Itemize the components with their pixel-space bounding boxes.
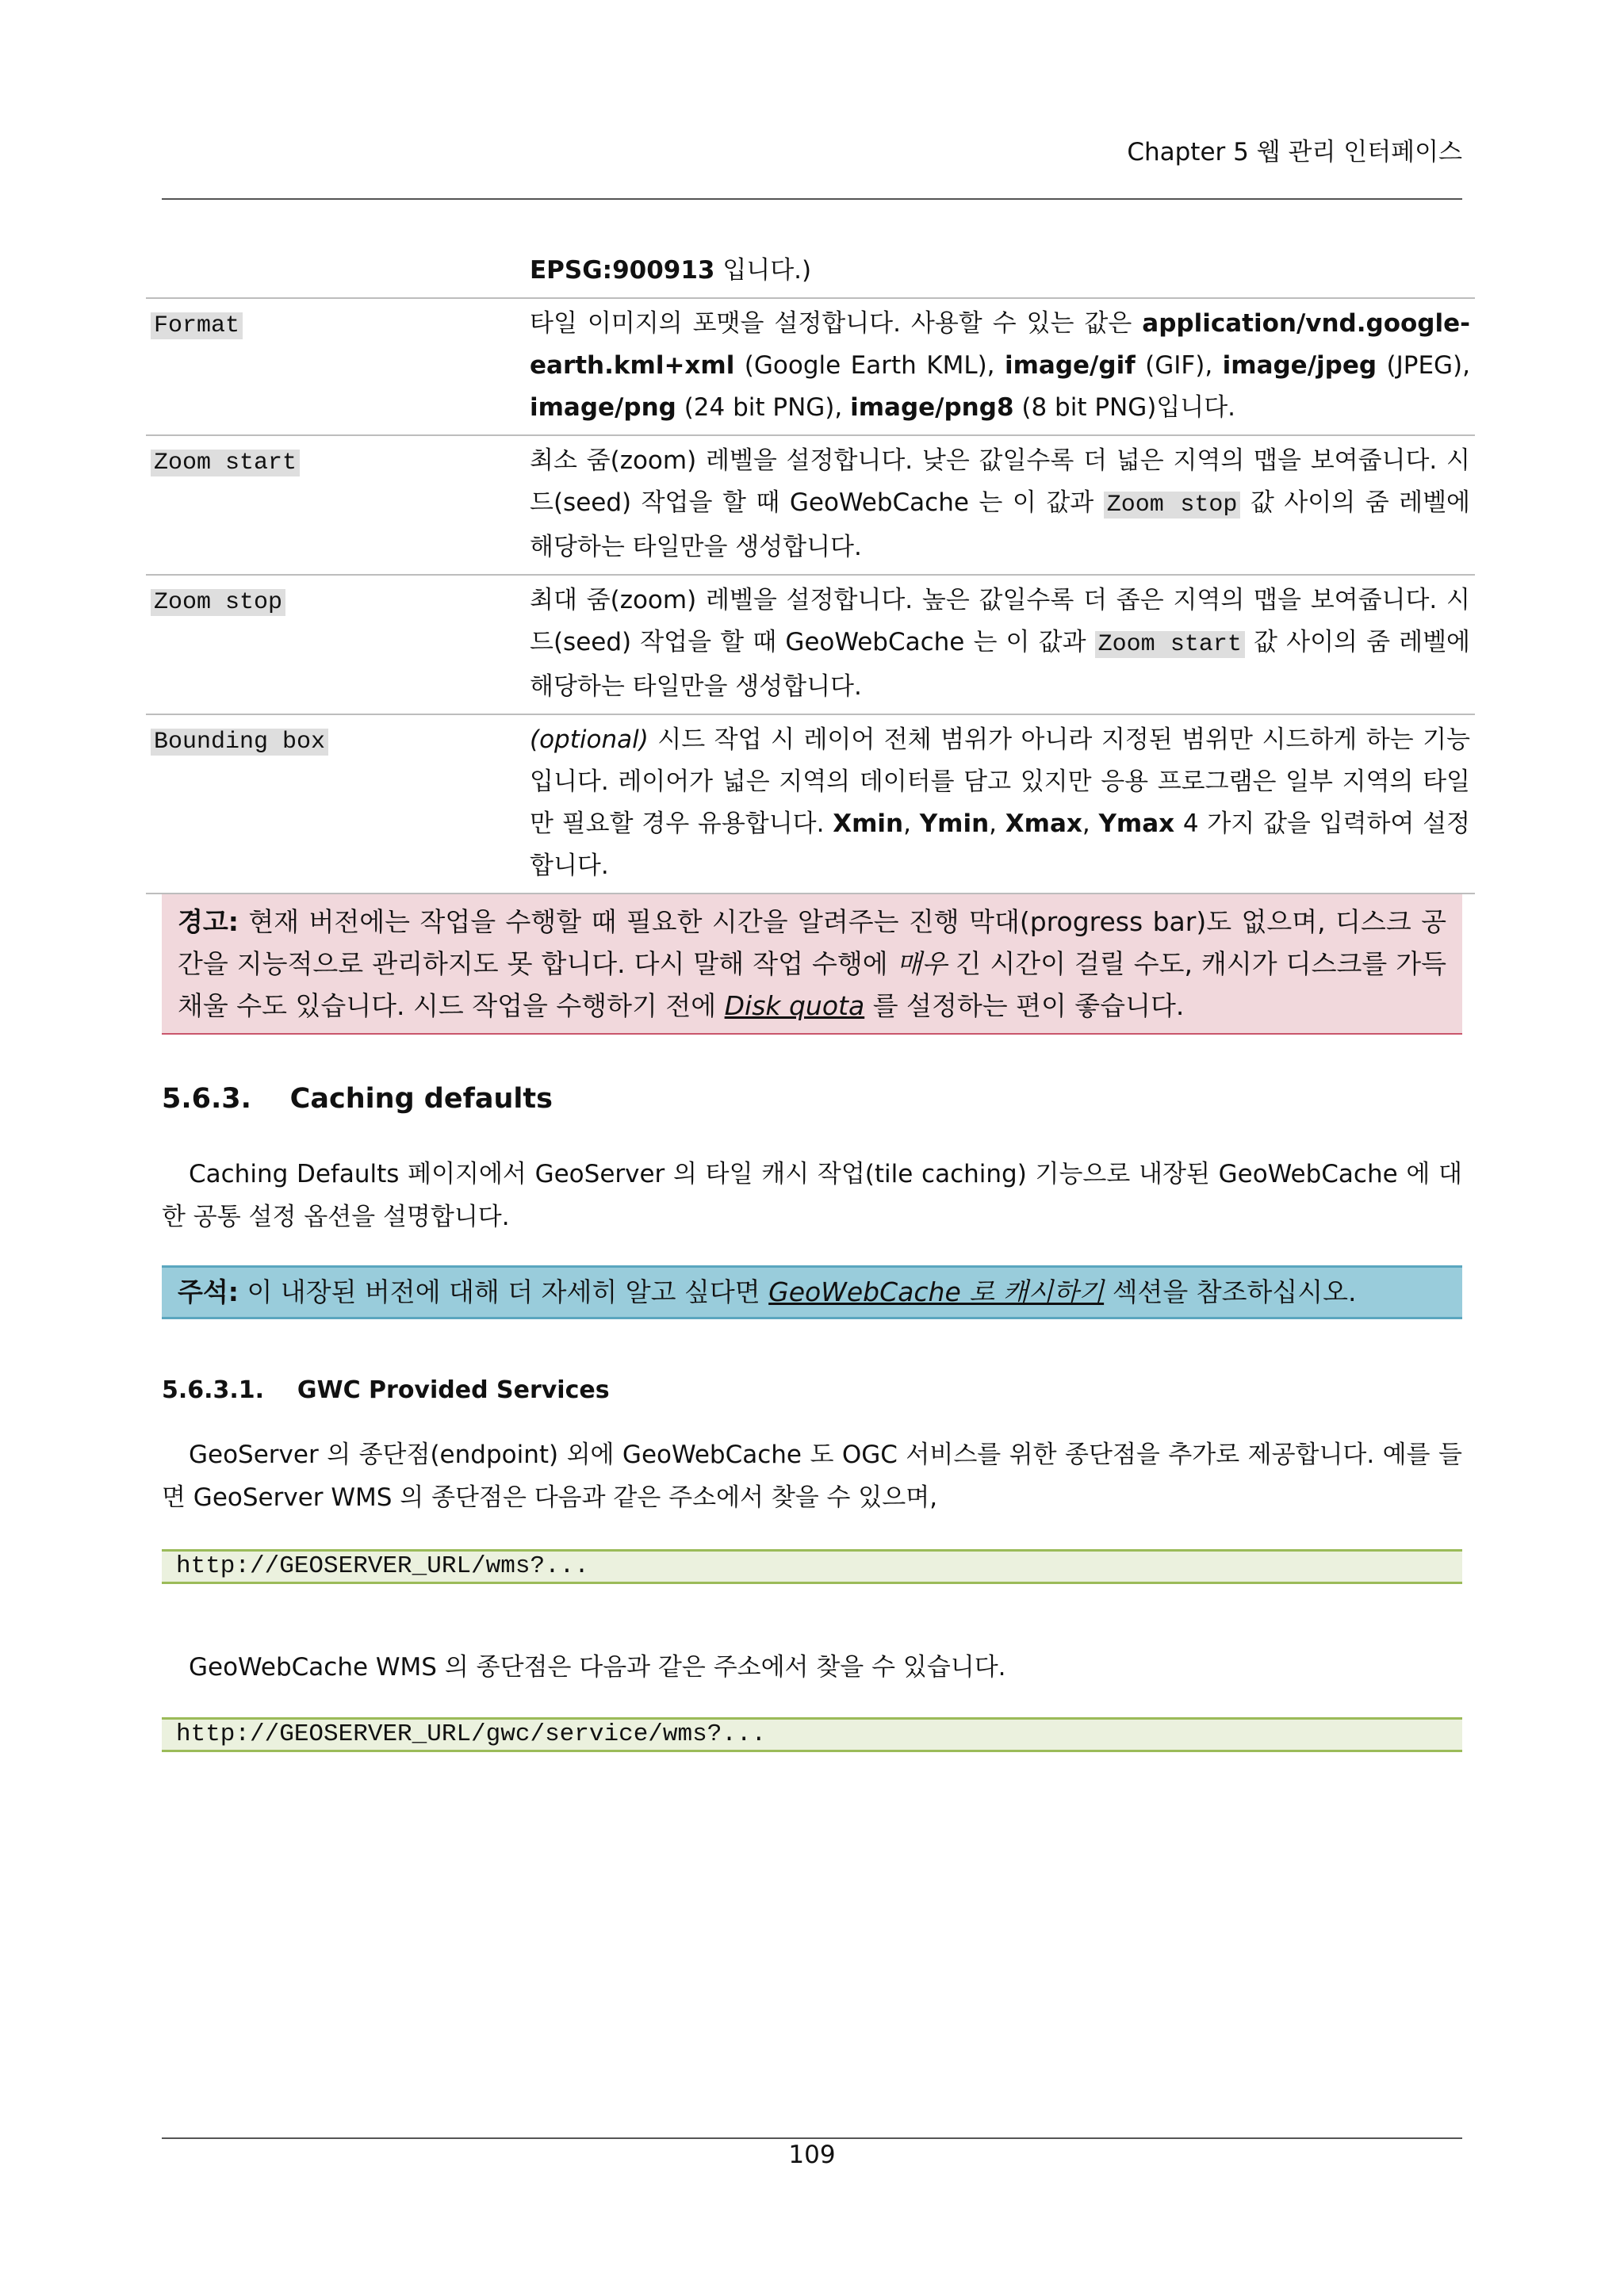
param-key-empty bbox=[146, 246, 525, 298]
disk-quota-link[interactable]: Disk quota bbox=[724, 990, 865, 1021]
text: , bbox=[1082, 809, 1099, 838]
text: 4 가지 값을 입력하여 설정합니다. bbox=[530, 809, 1470, 880]
subsection-heading: 5.6.3.1. GWC Provided Services bbox=[162, 1376, 610, 1404]
param-key bbox=[146, 714, 525, 894]
emphasis: 매우 bbox=[896, 948, 948, 979]
text: (24 bit PNG), bbox=[676, 393, 851, 422]
note-label: 주석: bbox=[178, 1276, 239, 1307]
text: (JPEG), bbox=[1377, 351, 1471, 380]
text: 이 내장된 버전에 대해 더 자세히 알고 싶다면 bbox=[238, 1276, 769, 1307]
table-row bbox=[146, 714, 1475, 894]
inline-code-ref: Zoom start bbox=[1095, 631, 1245, 658]
code-block: http://GEOSERVER_URL/wms?... bbox=[162, 1549, 1462, 1584]
table-row bbox=[146, 435, 1475, 575]
mime-kml: application/vnd.google-earth.kml+xml bbox=[530, 309, 1470, 380]
inline-code-ref: Zoom stop bbox=[1104, 492, 1241, 519]
code-block: http://GEOSERVER_URL/gwc/service/wms?... bbox=[162, 1717, 1462, 1752]
table-row bbox=[146, 298, 1475, 435]
param-key-label: Bounding box bbox=[151, 729, 328, 756]
note-box bbox=[162, 1265, 1462, 1319]
param-desc bbox=[525, 575, 1475, 714]
geowebcache-caching-link[interactable]: GeoWebCache 로 캐시하기 bbox=[768, 1276, 1105, 1307]
header-rule bbox=[162, 198, 1462, 200]
text: (8 bit PNG)입니다. bbox=[1013, 393, 1236, 422]
text: 최대 줌(zoom) 레벨을 설정합니다. 높은 값일수록 더 좁은 지역의 맵을 보여줍니다. 시드(seed) 작업을 할 때 GeoWebCache 는 이 값과 bbox=[530, 586, 1470, 656]
optional-tag: (optional) bbox=[530, 725, 649, 754]
warning-box bbox=[162, 894, 1462, 1035]
text: , bbox=[903, 809, 920, 838]
text: (GIF), bbox=[1135, 351, 1223, 380]
mime-gif: image/gif bbox=[1005, 351, 1136, 380]
paragraph: GeoServer 의 종단점(endpoint) 외에 GeoWebCache 도 OGC 서비스를 위한 종단점을 추가로 제공합니다. 예를 들면 GeoServer WMS 의 종단점은 다음과 같은 주소에서 찾을 수 있으며, bbox=[162, 1441, 1462, 1512]
ymax: Ymax bbox=[1098, 809, 1175, 838]
text: 값 사이의 줌 레벨에 해당하는 타일만을 생성합니다. bbox=[530, 488, 1470, 561]
text: 최소 줌(zoom) 레벨을 설정합니다. 낮은 값일수록 더 넓은 지역의 맵을 보여줍니다. 시드(seed) 작업을 할 때 GeoWebCache 는 이 값과 bbox=[530, 446, 1470, 517]
mime-png8: image/png8 bbox=[850, 393, 1014, 422]
text: 섹션을 참조하십시오. bbox=[1104, 1276, 1357, 1307]
param-desc bbox=[525, 435, 1475, 575]
text: 타일 이미지의 포맷을 설정합니다. 사용할 수 있는 값은 bbox=[530, 309, 1143, 338]
text: 현재 버전에는 작업을 수행할 때 필요한 시간을 알려주는 진행 막대(progress bar)도 없으며, 디스크 공간을 지능적으로 관리하지도 못 합니다. 다시 말해 작업 수행에 bbox=[178, 906, 1446, 979]
code-bold: EPSG:900913 bbox=[530, 256, 715, 285]
xmin: Xmin bbox=[833, 809, 904, 838]
text: (Google Earth KML), bbox=[734, 351, 1005, 380]
ymin: Ymin bbox=[919, 809, 990, 838]
text: 값 사이의 줌 레벨에 해당하는 타일만을 생성합니다. bbox=[530, 628, 1470, 701]
text: , bbox=[989, 809, 1005, 838]
text: 입니다.) bbox=[714, 256, 812, 285]
param-desc bbox=[525, 246, 1475, 298]
param-desc bbox=[525, 714, 1475, 894]
param-key-label: Zoom start bbox=[151, 450, 300, 476]
param-desc bbox=[525, 298, 1475, 435]
table-row bbox=[146, 575, 1475, 714]
page-number: 109 bbox=[788, 2141, 836, 2169]
paragraph: GeoWebCache WMS 의 종단점은 다음과 같은 주소에서 찾을 수 있습니다. bbox=[189, 1653, 1006, 1682]
xmax: Xmax bbox=[1005, 809, 1082, 838]
parameter-table bbox=[146, 246, 1475, 894]
warning-label: 경고: bbox=[178, 906, 239, 937]
param-key bbox=[146, 435, 525, 575]
param-key-label: Zoom stop bbox=[151, 589, 285, 616]
paragraph: Caching Defaults 페이지에서 GeoServer 의 타일 캐시 작업(tile caching) 기능으로 내장된 GeoWebCache 에 대한 공통 설정 옵션을 설명합니다. bbox=[162, 1160, 1462, 1231]
param-key bbox=[146, 298, 525, 435]
text: 긴 시간이 걸릴 수도, 캐시가 디스크를 가득 채울 수도 있습니다. 시드 작업을 수행하기 전에 bbox=[178, 948, 1446, 1021]
param-key-label: Format bbox=[151, 312, 243, 339]
mime-jpeg: image/jpeg bbox=[1222, 351, 1377, 380]
table-row bbox=[146, 246, 1475, 298]
running-header: Chapter 5 웹 관리 인터페이스 bbox=[1127, 138, 1462, 166]
footer-rule bbox=[162, 2137, 1462, 2139]
mime-png: image/png bbox=[530, 393, 676, 422]
section-heading: 5.6.3. Caching defaults bbox=[162, 1083, 553, 1115]
param-key bbox=[146, 575, 525, 714]
text: 시드 작업 시 레이어 전체 범위가 아니라 지정된 범위만 시드하게 하는 기능입니다. 레이어가 넓은 지역의 데이터를 담고 있지만 응용 프로그램은 일부 지역의 타일만 필요할 경우 유용합니다. bbox=[530, 725, 1470, 838]
text: 를 설정하는 편이 좋습니다. bbox=[864, 990, 1185, 1021]
